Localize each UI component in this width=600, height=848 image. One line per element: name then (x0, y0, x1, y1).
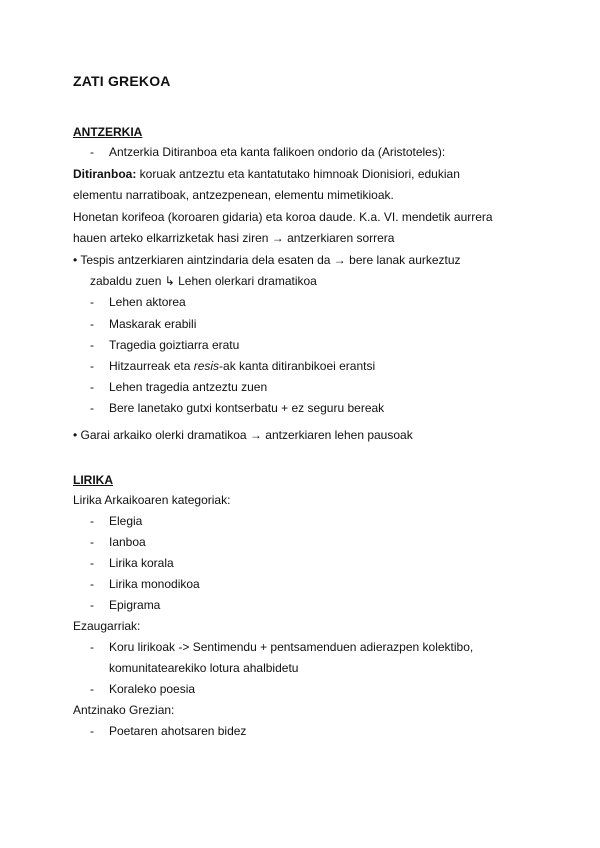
dash-bullet: - (90, 380, 94, 394)
list-item-text: Maskarak erabili (109, 317, 197, 331)
dash-bullet: - (90, 724, 94, 738)
list-item-text: Tragedia goiztiarra eratu (109, 338, 240, 352)
dash-bullet: - (90, 556, 94, 570)
list-item-text: Koru lirikoak -> Sentimendu + pentsamenduen adierazpen kolektibo, (109, 640, 474, 654)
list-item-continuation: komunitatearekiko lotura ahalbidetu (109, 661, 299, 675)
list-item-text: Lehen tragedia antzeztu zuen (109, 380, 268, 394)
hitzaurre-before: Hitzaurreak eta (109, 359, 194, 373)
dash-bullet: - (90, 535, 94, 549)
dash-bullet: - (90, 359, 94, 373)
document-title: ZATI GREKOA (73, 73, 171, 89)
ditiranboa-line-2: elementu narratiboak, antzezpenean, elementu mimetikioak. (73, 188, 394, 202)
list-item-text: Bere lanetako gutxi kontserbatu + ez seguru bereak (109, 401, 385, 415)
dash-bullet: - (90, 514, 94, 528)
kategoriak-label: Lirika Arkaikoaren kategoriak: (73, 493, 231, 507)
resis-italic: resis (193, 359, 220, 373)
list-item-text: Koraleko poesia (109, 682, 196, 696)
dash-bullet: - (90, 295, 94, 309)
section-heading-lirika: LIRIKA (73, 473, 113, 487)
garai-line: • Garai arkaiko olerki dramatikoa → antzerkiaren lehen pausoak (73, 428, 413, 442)
list-item-text: Ianboa (109, 535, 146, 549)
dash-bullet: - (90, 598, 94, 612)
list-item-text: Poetaren ahotsaren bidez (109, 724, 247, 738)
dash-bullet: - (90, 577, 94, 591)
grezian-label: Antzinako Grezian: (73, 703, 175, 717)
dash-bullet: - (90, 338, 94, 352)
korifeoa-line-1: Honetan korifeoa (koroaren gidaria) eta koroa daude. K.a. VI. mendetik aurrera (73, 210, 493, 224)
list-item-text: Lirika korala (109, 556, 174, 570)
dash-bullet: - (90, 145, 94, 159)
list-item-text: Elegia (109, 514, 143, 528)
ezaugarriak-label: Ezaugarriak: (73, 619, 141, 633)
tespis-line-1: • Tespis antzerkiaren aintzindaria dela esaten da → bere lanak aurkeztuz (73, 253, 461, 267)
hitzaurre-after: -ak kanta ditiranbikoei erantsi (219, 359, 376, 373)
dash-bullet: - (90, 640, 94, 654)
section-heading-antzerkia: ANTZERKIA (73, 125, 143, 139)
tespis-line-2: zabaldu zuen ↳ Lehen olerkari dramatikoa (90, 274, 317, 288)
ditiranboa-label: Ditiranboa: (73, 167, 137, 181)
ditiranboa-text: koruak antzeztu eta kantatutako himnoak Dionisiori, edukian (136, 167, 460, 181)
list-item-text: Lehen aktorea (109, 295, 186, 309)
list-item-text: Antzerkia Ditiranboa eta kanta falikoen ondorio da (Aristoteles): (109, 145, 446, 159)
list-item-text: Lirika monodikoa (109, 577, 200, 591)
korifeoa-line-2: hauen arteko elkarrizketak hasi ziren → antzerkiaren sorrera (73, 231, 395, 245)
list-item-text: Epigrama (109, 598, 161, 612)
ditiranboa-line (73, 167, 460, 181)
dash-bullet: - (90, 317, 94, 331)
dash-bullet: - (90, 401, 94, 415)
dash-bullet: - (90, 682, 94, 696)
list-item-text (109, 359, 375, 373)
